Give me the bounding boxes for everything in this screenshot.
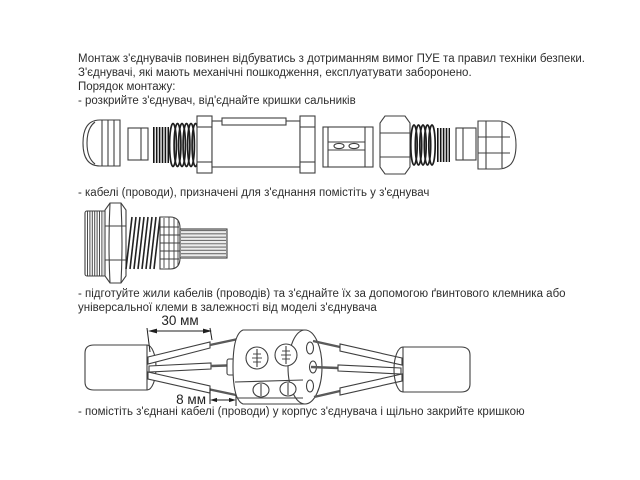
spring-thread-right-icon [411, 125, 435, 165]
hex-nut-icon [380, 116, 410, 174]
gland-hex-nut-icon [105, 203, 126, 283]
step-1-text: - розкрийте з'єднувач, від'єднайте кришки сальників [78, 95, 356, 107]
exploded-connector-diagram [60, 114, 526, 178]
gland-thread-icon [126, 217, 160, 269]
body-flange-left-icon [197, 116, 212, 173]
step-2-text: - кабелі (проводи), призначені для з'єднання помістіть у з'єднувач [78, 187, 430, 199]
strip-length-label: 30 мм [161, 314, 199, 328]
gland-body-icon [85, 211, 106, 276]
wire-preparation-diagram [70, 314, 480, 416]
seal-ring-right-icon [456, 128, 476, 160]
spring-thread-left-icon [170, 124, 199, 167]
left-cable-icon [85, 345, 156, 390]
gland-cap-icon [160, 217, 180, 269]
bare-length-label: 8 мм [176, 392, 206, 407]
connector-body-icon [212, 118, 300, 167]
step-4-text: - помістіть з'єднані кабелі (проводи) у корпус з'єднувача і щільно закрийте кришкою [78, 406, 525, 418]
cable-icon [180, 229, 227, 258]
intro-text [78, 52, 585, 108]
right-wires-icon [311, 341, 402, 397]
body-flange-right-icon [300, 116, 315, 173]
seal-ring-left-icon [128, 128, 148, 160]
cap-nut-right-icon [478, 121, 516, 169]
intro-line-1: Монтаж з'єднувачів повинен відбуватись з дотриманням вимог ПУЕ та правил техніки безпеки. [78, 53, 585, 65]
step-3-line-1: - підготуйте жили кабелів (проводів) та з'єднайте їх за допомогою ґвинтового клемника або [78, 288, 566, 300]
step-3-text [78, 287, 566, 315]
intro-line-2: З'єднувачі, які мають механічні пошкодження, експлуатувати заборонено. [78, 67, 472, 79]
cap-nut-left-icon [83, 120, 120, 166]
step-3-line-2: універсальної клеми в залежності від моделі з'єднувача [78, 302, 377, 314]
terminal-clamp-icon [227, 330, 322, 404]
intro-line-3: Порядок монтажу: [78, 81, 176, 93]
terminal-block-icon [323, 127, 373, 167]
cable-gland-diagram [82, 202, 237, 288]
right-cable-icon [394, 347, 470, 392]
